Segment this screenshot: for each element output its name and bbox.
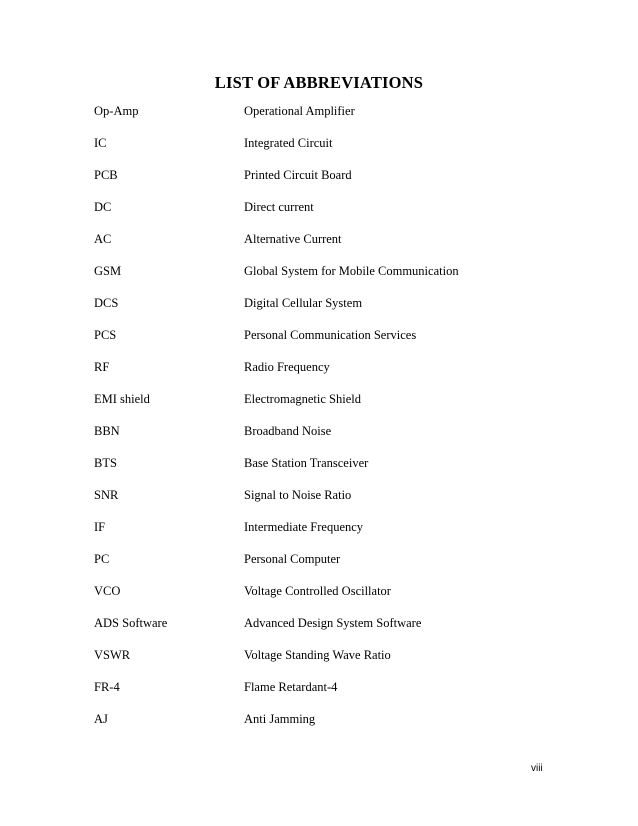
abbreviation-definition: Voltage Standing Wave Ratio — [244, 648, 391, 662]
abbreviation-row — [94, 293, 574, 325]
abbreviation-row — [94, 613, 574, 645]
abbreviation-definition: Operational Amplifier — [244, 104, 355, 118]
abbreviation-definition: Digital Cellular System — [244, 296, 363, 310]
abbreviation-term: SNR — [94, 488, 119, 502]
abbreviation-definition: Alternative Current — [244, 232, 342, 246]
abbreviation-row — [94, 549, 574, 581]
abbreviation-definition: Printed Circuit Board — [244, 168, 352, 182]
abbreviation-term: BTS — [94, 456, 117, 470]
abbreviation-term: VSWR — [94, 648, 131, 662]
abbreviation-definition: Signal to Noise Ratio — [244, 488, 352, 502]
abbreviation-term: DC — [94, 200, 112, 214]
abbreviation-term: VCO — [94, 584, 121, 598]
abbreviation-term: PC — [94, 552, 110, 566]
abbreviation-definition: Intermediate Frequency — [244, 520, 364, 534]
abbreviation-definition: Electromagnetic Shield — [244, 392, 361, 406]
abbreviation-row — [94, 485, 574, 517]
abbreviation-row — [94, 229, 574, 261]
page-title: LIST OF ABBREVIATIONS — [214, 73, 424, 92]
abbreviation-definition: Broadband Noise — [244, 424, 332, 438]
page-number: viii — [531, 763, 543, 774]
abbreviation-term: AC — [94, 232, 112, 246]
abbreviation-row — [94, 421, 574, 453]
abbreviation-row — [94, 133, 574, 165]
abbreviation-row — [94, 325, 574, 357]
abbreviation-term: IF — [94, 520, 106, 534]
abbreviation-row — [94, 709, 574, 741]
abbreviation-definition: Personal Computer — [244, 552, 341, 566]
abbreviation-row — [94, 357, 574, 389]
abbreviation-term: IC — [94, 136, 107, 150]
abbreviation-term: PCS — [94, 328, 117, 342]
abbreviation-row — [94, 261, 574, 293]
abbreviation-term: EMI shield — [94, 392, 150, 406]
abbreviation-term: GSM — [94, 264, 122, 278]
abbreviation-row — [94, 581, 574, 613]
abbreviation-term: Op-Amp — [94, 104, 139, 118]
abbreviation-row — [94, 677, 574, 709]
abbreviation-definition: Radio Frequency — [244, 360, 330, 374]
abbreviation-definition: Base Station Transceiver — [244, 456, 369, 470]
abbreviation-definition: Personal Communication Services — [244, 328, 417, 342]
abbreviation-row — [94, 517, 574, 549]
abbreviation-list — [94, 101, 574, 741]
abbreviation-row — [94, 645, 574, 677]
abbreviation-term: FR-4 — [94, 680, 120, 694]
abbreviation-definition: Anti Jamming — [244, 712, 316, 726]
abbreviation-row — [94, 197, 574, 229]
abbreviation-definition: Integrated Circuit — [244, 136, 333, 150]
abbreviation-definition: Flame Retardant-4 — [244, 680, 338, 694]
abbreviation-definition: Voltage Controlled Oscillator — [244, 584, 391, 598]
abbreviation-term: RF — [94, 360, 110, 374]
abbreviation-term: BBN — [94, 424, 120, 438]
abbreviation-row — [94, 389, 574, 421]
abbreviation-definition: Advanced Design System Software — [244, 616, 422, 630]
abbreviation-term: AJ — [94, 712, 108, 726]
abbreviation-definition: Global System for Mobile Communication — [244, 264, 459, 278]
abbreviation-definition: Direct current — [244, 200, 314, 214]
abbreviation-term: PCB — [94, 168, 118, 182]
abbreviation-row — [94, 101, 574, 133]
abbreviation-term: DCS — [94, 296, 119, 310]
abbreviation-term: ADS Software — [94, 616, 168, 630]
abbreviation-row — [94, 453, 574, 485]
abbreviation-row — [94, 165, 574, 197]
